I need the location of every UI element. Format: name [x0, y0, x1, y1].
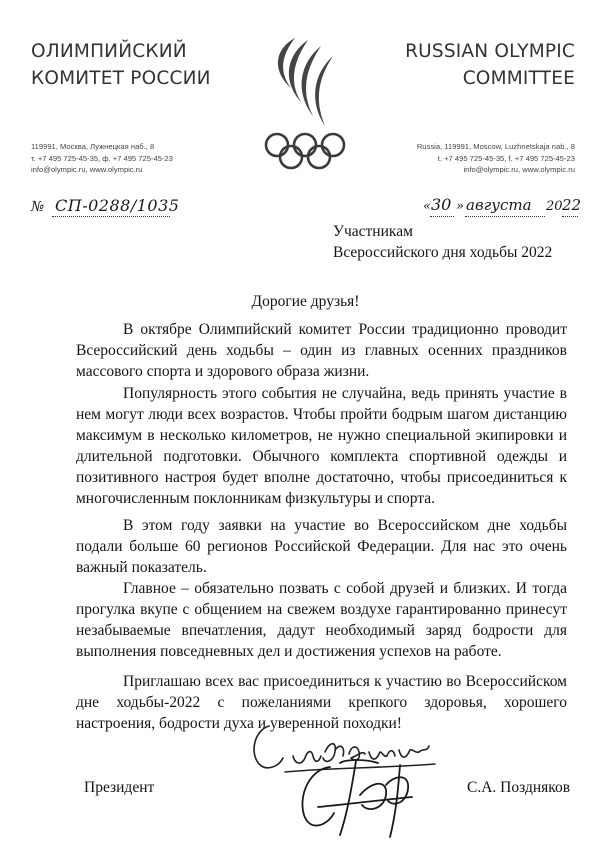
- greeting: Дорогие друзья!: [251, 293, 360, 310]
- contacts-ru-phones: т. +7 495 725-45-35, ф. +7 495 725-45-23: [31, 153, 173, 163]
- contacts-ru-address: 119991, Москва, Лужнецкая наб., 8: [31, 142, 155, 151]
- ring-2: [294, 134, 316, 156]
- ring-4: [280, 146, 302, 168]
- doc-number-label: №: [31, 199, 45, 215]
- flame-stroke-4: [315, 56, 333, 126]
- contacts-en-phones: t. +7 495 725-45-35, f. +7 495 725-45-23: [437, 153, 575, 163]
- date-year-prefix: 20: [546, 199, 563, 214]
- date-day: 30: [431, 195, 452, 214]
- org-name-en-line2: COMMITTEE: [462, 68, 575, 89]
- signatory-name: С.А. Поздняков: [467, 779, 571, 796]
- contacts-en-web: info@olympic.ru, www.olympic.ru: [463, 165, 575, 174]
- date-open-quote: «: [423, 199, 431, 214]
- org-name-ru-line1: ОЛИМПИЙСКИЙ: [31, 41, 187, 62]
- addressee: [333, 221, 552, 263]
- ring-1: [266, 134, 288, 156]
- date-year-suffix: 22: [562, 196, 582, 214]
- addressee-line2: Всероссийского дня ходьбы 2022: [333, 244, 553, 261]
- addressee-line1: Участникам: [333, 223, 413, 240]
- contacts-ru: [31, 141, 173, 176]
- date-year-underline: [562, 216, 578, 217]
- doc-number: СП-0288/1035: [55, 196, 180, 215]
- paragraph-3: В этом году заявки на участие во Всероссийском дне ходьбы подали больше 60 регионов Российской Федерации. Для нас это очень важный показатель.: [76, 517, 567, 576]
- president-signature: [290, 755, 420, 840]
- paragraph-1: В октябре Олимпийский комитет России традиционно проводит Всероссийский день ходьбы – один из главных осенних праздников массового спорта и здорового образа жизни.: [76, 321, 567, 380]
- org-name-ru-line2: КОМИТЕТ РОССИИ: [31, 68, 211, 89]
- paragraph-2: Популярность этого события не случайна, ведь принять участие в нем могут люди всех возрастов. Чтобы пройти бодрым шагом дистанцию максимум в несколько километров, не нужно специальной экипировки и длительной подготовки. Обычного комплекта спортивной одежды и позитивного настроя будет вполне достаточно, чтобы присоединиться к многочисленным поклонникам физкультуры и спорта.: [76, 385, 567, 507]
- contacts-en-address: Russia, 119991, Moscow, Luzhnetskaja nab., 8: [416, 142, 575, 151]
- date-month-underline: [465, 216, 545, 217]
- contacts-ru-web: info@olympic.ru, www.olympic.ru: [31, 165, 143, 174]
- contacts-en: [417, 141, 575, 176]
- ring-5: [308, 146, 330, 168]
- date-month: августа: [466, 196, 532, 214]
- signatory-title: Президент: [84, 779, 155, 796]
- doc-number-underline: [52, 216, 170, 217]
- date-close-quote: »: [456, 199, 464, 214]
- org-name-en-line1: RUSSIAN OLYMPIC: [405, 41, 575, 62]
- ring-3: [322, 134, 344, 156]
- olympic-emblem-icon: [255, 36, 355, 171]
- paragraph-5: Приглашаю всех вас присоединиться к участию во Всероссийском дне ходьбы-2022 с пожеланиями крепкого здоровья, хорошего настроения, бодрости духа и уверенной походки!: [76, 673, 567, 732]
- org-name-en: [405, 38, 575, 92]
- org-name-ru: [31, 38, 211, 92]
- date-day-underline: [430, 216, 454, 217]
- paragraph-4: Главное – обязательно позвать с собой друзей и близких. И тогда прогулка вкупе с общением на свежем воздухе гарантированно принесут незабываемые впечатления, дадут необходимый заряд бодрости для выполнения повседневных дел и достижения успехов на работе.: [76, 580, 567, 660]
